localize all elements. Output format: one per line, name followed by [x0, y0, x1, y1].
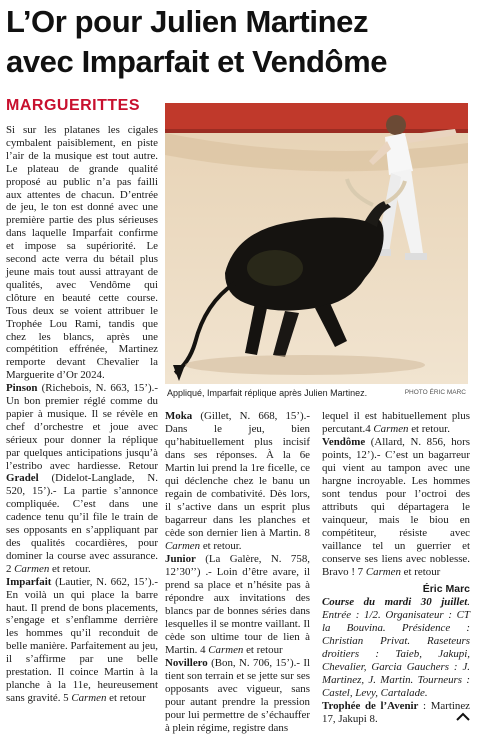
bull-paragraph-continuation [322, 410, 470, 436]
headline-line-1: L’Or pour Julien Martinez [6, 4, 369, 39]
photo-caption [165, 388, 468, 402]
headline-line-2: avec Imparfait et Vendôme [6, 44, 388, 79]
intro-paragraph: Si sur les platanes les cigales cymbalent paisiblement, en piste l’air de la musique est tout autre. Le plateau de grande qualité proposé au public n’a pas failli aux attentes de chacun. D’entrée de jeu, le ton est donné avec une première partie des plus sérieuses dans laquelle Imparfait confirme et impose sa supériorité. Le second acte verra du bétail plus jeune mais tout aussi attrayant de qualités, avec Vendôme qui clôture en beauté cette course. Tous deux se voient attribuer le Trophée Lou Rami, tandis que chez les blancs, après une compétition effrénée, Martinez remporte devant Chevalier la Marguerite d’Or 2024. [6, 124, 158, 382]
author-byline: Éric Marc [422, 583, 470, 595]
bull-name: Moka [165, 410, 193, 422]
bull-text: .- Un bon premier réglé comme du papier à musique. Il se révèle en chef d’orchestre et joue avec sérieux pour donner la réplique par quelques anticipations jusqu’à l’estribo avec hardiesse. Retour [6, 382, 158, 472]
bull-detail: (Gillet, N. 668, 15’) [192, 410, 304, 422]
trophy-line [322, 700, 470, 726]
course-summary [322, 596, 470, 700]
article-column-3 [322, 410, 470, 726]
article-column-1 [6, 124, 158, 705]
bull-text: lequel il est habituellement plus percutant.4 [322, 410, 470, 435]
photo-credit: PHOTO ÉRIC MARC [404, 389, 466, 396]
bull-text: et retour. [200, 540, 242, 552]
bull-text: et retour [400, 566, 441, 578]
bull-text: et retour. [408, 423, 450, 435]
bull-and-raseteur-illustration [165, 103, 468, 384]
bull-text: et retour. [49, 562, 91, 575]
carmen-text: Carmen [373, 423, 409, 435]
bull-detail: (Lautier, N. 662, 15’) [51, 575, 152, 588]
bull-paragraph-novillero [165, 657, 310, 735]
bull-name: Vendôme [322, 436, 366, 448]
trophy-text: : Martinez 17, Jakupi 8. [322, 700, 470, 725]
headline [6, 2, 476, 82]
bull-paragraph-junior [165, 553, 310, 657]
bull-detail: (La Galère, N. 758, 12’30’’) [165, 553, 310, 578]
article-column-2 [165, 410, 310, 735]
trophy-label: Trophée de l’Avenir [322, 700, 419, 712]
bull-name: Pinson [6, 382, 38, 395]
caption-text: Appliqué, Imparfait réplique après Julien Martinez. [167, 388, 368, 398]
chevron-up-icon[interactable] [456, 712, 470, 722]
carmen-text: Carmen [208, 644, 244, 656]
bull-paragraph-pinson [6, 382, 158, 576]
article-photo [165, 103, 468, 384]
bull-paragraph-imparfait [6, 576, 158, 705]
bull-text: .- Loin d’être avare, il prend sa place et n’hésite pas à répondre aux invitations des blancs par de bonnes séries dans lesquelles il se montre vaillant. Il cède son ultime tour de lien à Martin. 4 [165, 566, 310, 656]
bull-detail: (Didelot-Langlade, N. 520, 15’) [6, 472, 158, 498]
carmen-text: Carmen [165, 540, 201, 552]
bull-text: .- C’est un bagarreur qui vient au tampon avec une hargne incroyable. Les hommes sont tendus pour l’octroi des attributs qui départagera le vainqueur, mais le biou en compétiteur, résiste avec vaillance tel un guerrier et conserve ses liens avec noblesse. Bravo ! 7 [322, 449, 470, 578]
bull-name: Imparfait [6, 575, 52, 588]
bull-text: .- En voilà un qui place la barre haut. Il prend de bons placements, s’engage et s’enflamme derrière les hommes qu’il reconduit de belle manière. Parfaitement au jeu, il s’affirme par une belle prestation. Il coince Martin à la planche à la 11e, heureusement sans gravité. 5 [6, 575, 158, 704]
summary-text: . Entrée : 1/2. Organisateur : CT la Bouvina. Présidence : Christian Privat. Raseteurs droitiers : Taieb, Jakupi, Chevalier, Garcia Gauchers : J. Martinez, J. Martin. Tourneurs : Castel, Levy, Cartalade. [322, 596, 470, 699]
bull-text: .- Dans le jeu, bien qu’habituellement plus incisif dans ses réponses. À la 6e Martin lui prend la 1re ficelle, ce qui déclenche chez le banu un regain de combativité. Dès lors, il s’active dans un esprit plus bagarreur dans les planches et cède son dernier lien à Martin. 8 [165, 410, 310, 539]
bull-name: Junior [165, 553, 196, 565]
bull-detail: (Richebois, N. 663, 15’) [37, 382, 152, 395]
carmen-text: Carmen [14, 562, 50, 575]
carmen-text: Carmen [71, 691, 107, 704]
bull-detail: (Allard, N. 856, hors points, 12’) [322, 436, 470, 461]
carmen-text: Carmen [365, 566, 401, 578]
bull-text: .- Il tient son terrain et se jette sur ses opposants avec vigueur, sans pour autant prendre la pression pour lui permettre de s’échauffer à plein régime, registre dans [165, 657, 310, 734]
bull-text: .- La partie s’annonce compliquée. C’est dans une cadence tenu qu’il file le train de ses opposants en s’appliquant par des qualités cocardières, pour dominer la course avec assurance. 2 [6, 485, 158, 575]
bull-paragraph-vendome [322, 436, 470, 579]
bull-text: et retour [243, 644, 283, 656]
bull-name: Novillero [165, 657, 208, 669]
bull-name: Gradel [6, 472, 39, 485]
bull-detail: (Bon, N. 706, 15’) [207, 657, 294, 669]
location-label: MARGUERITTES [6, 97, 140, 114]
bull-paragraph-moka [165, 410, 310, 553]
bull-text: et retour [106, 691, 146, 704]
summary-title: Course du mardi 30 juillet [322, 596, 468, 608]
